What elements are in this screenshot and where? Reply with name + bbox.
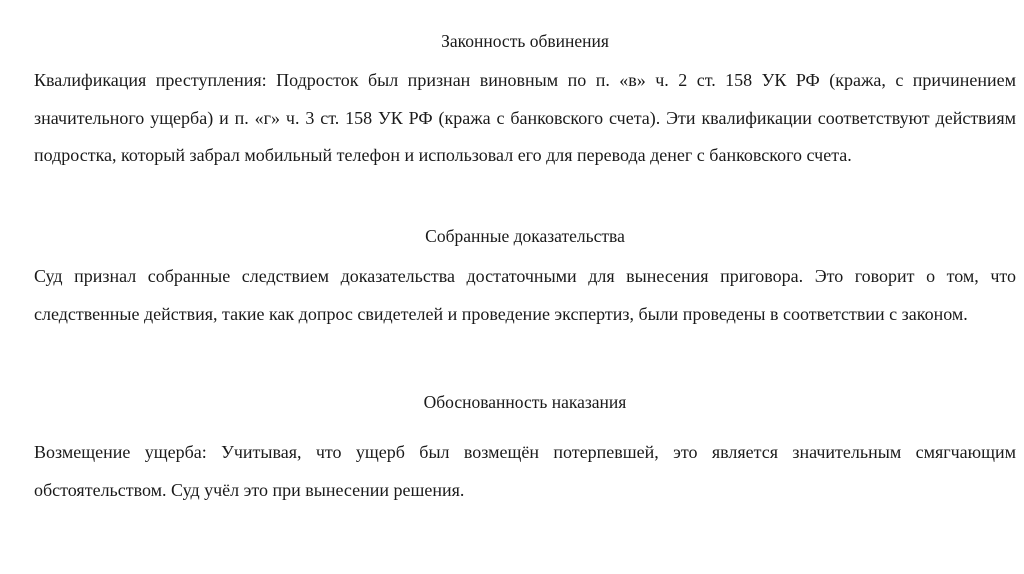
section-heading-legality: Законность обвинения bbox=[441, 31, 609, 51]
section-heading-punishment: Обоснованность наказания bbox=[423, 392, 627, 412]
section-heading-evidence: Собранные доказательства bbox=[425, 226, 625, 246]
paragraph-evidence: Суд признал собранные следствием доказательства достаточными для вынесения приговора. Это говорит о том, что следственные действия, такие как допрос свидетелей и проведение экспертиз, были проведены в соответствии с законом. bbox=[34, 266, 1016, 324]
document-page bbox=[34, 0, 1016, 574]
paragraph-damages: Возмещение ущерба: Учитывая, что ущерб был возмещён потерпевшей, это является значительным смягчающим обстоятельством. Суд учёл это при вынесении решения. bbox=[34, 442, 1016, 500]
paragraph-qualification: Квалификация преступления: Подросток был признан виновным по п. «в» ч. 2 ст. 158 УК РФ (кража, с причинением значительного ущерба) и п. «г» ч. 3 ст. 158 УК РФ (кража с банковского счета). Эти квалификации соответствуют действиям подростка, который забрал мобильный телефон и использовал его для перевода денег с банковского счета. bbox=[34, 70, 1016, 165]
